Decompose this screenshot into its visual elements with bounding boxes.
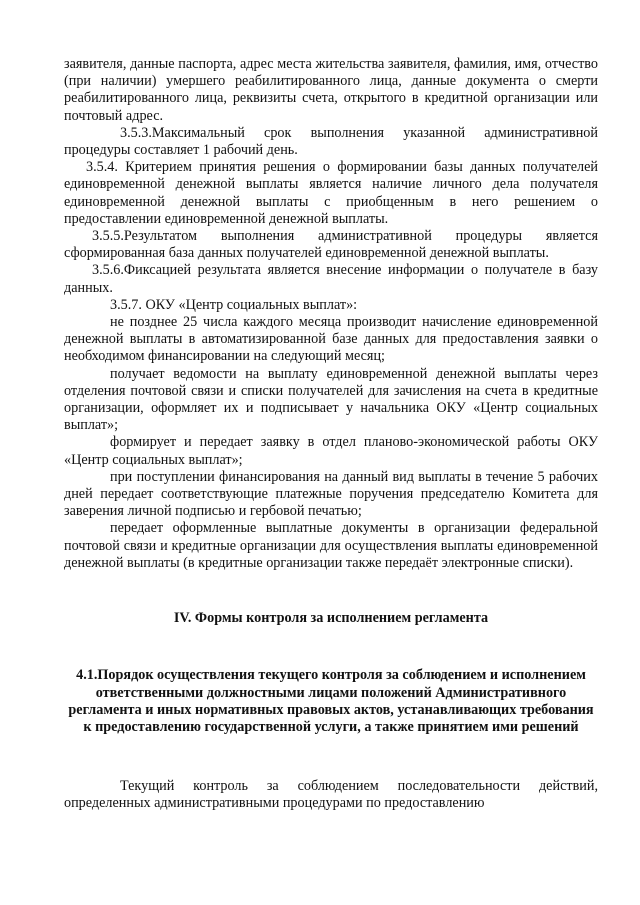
paragraph-3-5-4: 3.5.4. Критерием принятия решения о формировании базы данных получателей единовременной денежной выплаты является наличие личного дела получателя единовременной денежной выплаты с приобщенным в него решением о предоставлении единовременной денежной выплаты.	[64, 159, 598, 227]
list-item-payment-orders: при поступлении финансирования на данный вид выплаты в течение 5 рабочих дней передает соответствующие платежные поручения председателю Комитета для заверения личной подписью и гербовой печатью;	[64, 468, 598, 520]
paragraph-3-5-3: 3.5.3.Максимальный срок выполнения указанной административной процедуры составляет 1 рабочий день.	[64, 124, 598, 159]
list-item-statements: получает ведомости на выплату единовременной денежной выплаты через отделения почтовой связи и списки получателей для зачисления на счета в кредитные организации, оформляет их и подписывает у начальника ОКУ «Центр социальных выплат»;	[64, 365, 598, 434]
list-item-transfer-documents: передает оформленные выплатные документы в организации федеральной почтовой связи и кредитные организации для осуществления выплаты единовременной денежной выплаты (в кредитные организации также передаёт электронные списки).	[64, 520, 598, 571]
section-title: IV. Формы контроля за исполнением регламента	[173, 610, 489, 627]
paragraph-3-5-7: 3.5.7. ОКУ «Центр социальных выплат»:	[110, 296, 358, 313]
subsection-title: 4.1.Порядок осуществления текущего контроля за соблюдением и исполнением ответственными должностными лицами положений Административного регламента и иных нормативных правовых актов, устанавливающих требования к предоставлению государственной услуги, а также принятием ими решений	[68, 667, 594, 735]
paragraph-3-5-6: 3.5.6.Фиксацией результата является внесение информации о получателе в базу данных.	[64, 262, 598, 296]
list-item-request: формирует и передает заявку в отдел планово-экономической работы ОКУ «Центр социальных выплат»;	[64, 434, 598, 468]
list-item-accrual: не позднее 25 числа каждого месяца производит начисление единовременной денежной выплаты в автоматизированной базе данных для предоставления заявки о необходимом финансировании на следующий месяц;	[64, 314, 598, 365]
document-page	[64, 56, 598, 813]
paragraph-current-control: Текущий контроль за соблюдением последовательности действий, определенных административными процедурами по предоставлению	[64, 778, 598, 812]
paragraph-applicant-data: заявителя, данные паспорта, адрес места жительства заявителя, фамилия, имя, отчество (при наличии) умершего реабилитированного лица, данные документа о смерти реабилитированного лица, реквизиты счета, открытого в кредитной организации или почтовый адрес.	[64, 56, 598, 124]
paragraph-3-5-5: 3.5.5.Результатом выполнения административной процедуры является сформированная база данных получателей единовременной денежной выплаты.	[64, 228, 598, 262]
